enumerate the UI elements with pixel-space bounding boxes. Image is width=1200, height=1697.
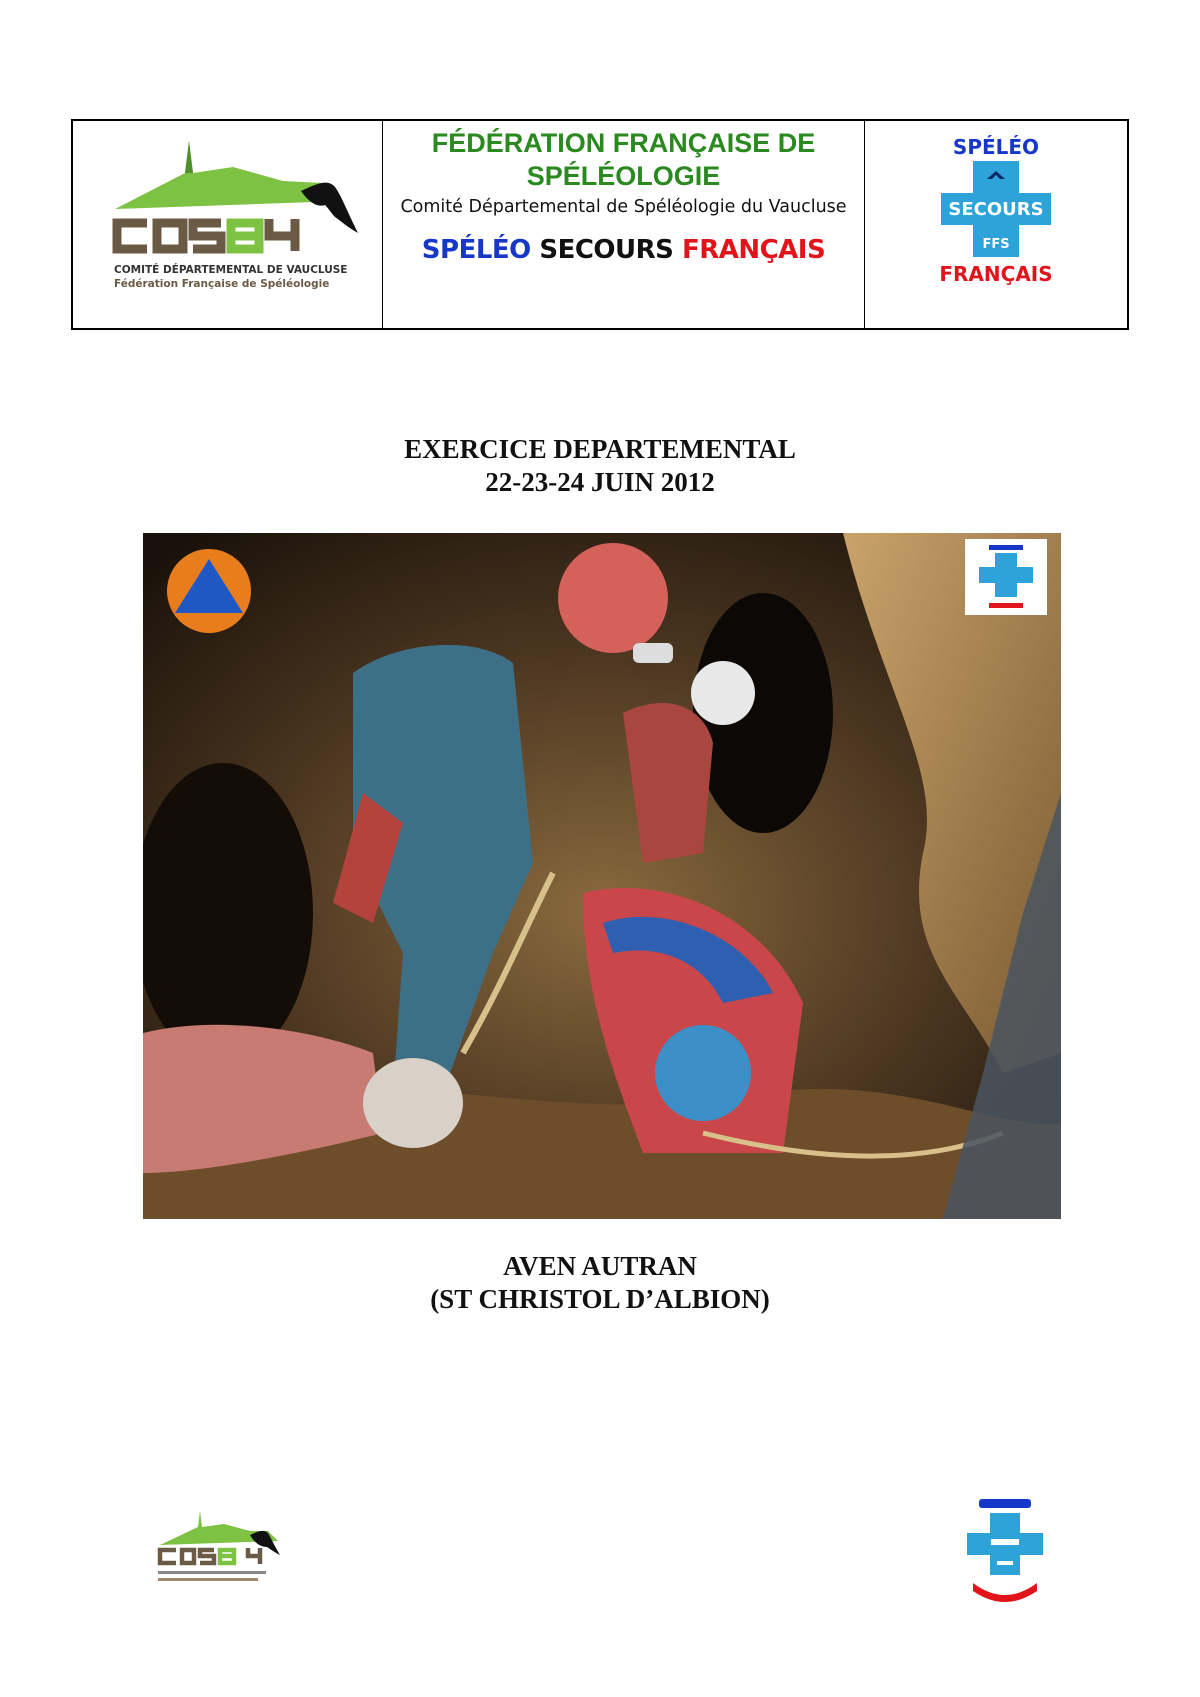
- footer-cds84-logo: [150, 1505, 300, 1605]
- ssf-word-francais: FRANÇAIS: [681, 235, 826, 265]
- cave-rescue-photo: [143, 533, 1061, 1219]
- exercise-title: [0, 433, 1200, 499]
- cds84-logo-line2: Fédération Française de Spéléologie: [114, 278, 330, 290]
- cds84-logo: [73, 121, 383, 328]
- exercise-dates: 22-23-24 JUIN 2012: [485, 467, 715, 497]
- speleo-secours-small-logo-icon: [965, 539, 1047, 615]
- federation-title-line2: SPÉLÉOLOGIE: [526, 161, 721, 191]
- blue-helmet-icon: [655, 1025, 751, 1121]
- header-left-cell: [73, 121, 383, 328]
- exercise-title-line1: EXERCICE DEPARTEMENTAL: [404, 434, 796, 464]
- cds84-logo-line1: COMITÉ DÉPARTEMENTAL DE VAUCLUSE: [114, 264, 348, 276]
- header-right-cell: [865, 121, 1127, 328]
- comite-subtitle: Comité Départemental de Spéléologie du Vaucluse: [400, 197, 847, 217]
- secours-logo-middle: SECOURS: [948, 199, 1044, 220]
- location-title: [0, 1250, 1200, 1316]
- red-helmet-icon: [558, 543, 668, 653]
- ssf-word-speleo: SPÉLÉO: [421, 235, 531, 265]
- location-commune: (ST CHRISTOL D’ALBION): [430, 1284, 770, 1314]
- location-name: AVEN AUTRAN: [503, 1251, 697, 1281]
- civil-protection-icon: [167, 549, 251, 633]
- secours-logo-ffs: FFS: [982, 237, 1010, 252]
- secours-logo-bottom: FRANÇAIS: [939, 262, 1053, 286]
- footer-secours-logo: [945, 1495, 1065, 1615]
- header-table: [71, 119, 1129, 330]
- bat-icon: [301, 183, 358, 233]
- footer-bat-icon: [250, 1531, 280, 1555]
- white-helmet-icon: [691, 661, 755, 725]
- speleo-secours-francais-wordmark: [383, 235, 864, 265]
- header-middle-cell: [383, 121, 865, 328]
- secours-logo-top: SPÉLÉO: [952, 135, 1040, 159]
- federation-title-line1: FÉDÉRATION FRANÇAISE DE: [431, 128, 816, 158]
- ssf-word-secours: SECOURS: [539, 235, 674, 265]
- federation-title: [383, 127, 864, 193]
- speleo-secours-logo: [865, 121, 1127, 328]
